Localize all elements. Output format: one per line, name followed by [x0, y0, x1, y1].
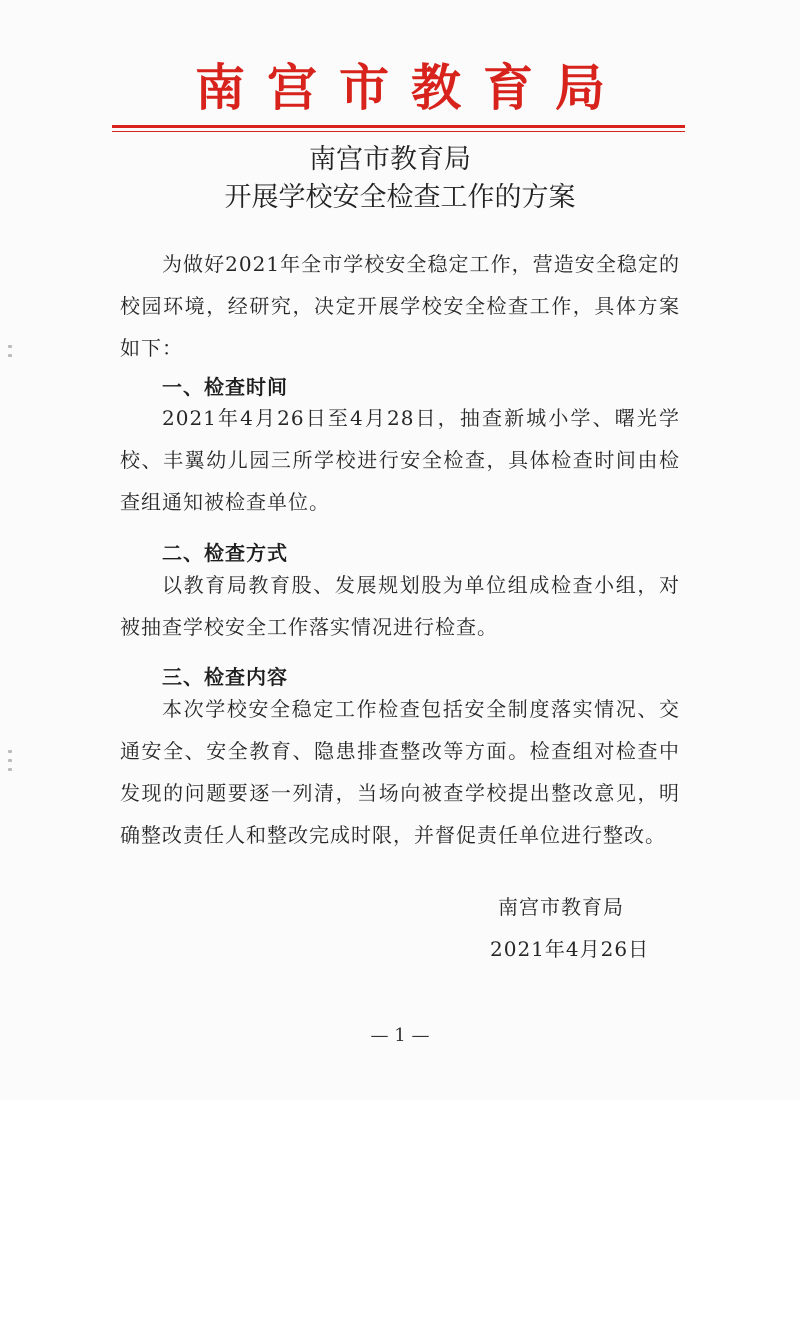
masthead-red-rule-thin	[112, 131, 685, 132]
signature-date: 2021年4月26日	[490, 937, 650, 961]
scan-binding-marks	[8, 345, 18, 363]
section-heading-content: 三、检查内容	[162, 665, 288, 689]
intro-paragraph: 为做好2021年全市学校安全稳定工作，营造安全稳定的校园环境，经研究，决定开展学校安全检查工作，具体方案如下：	[120, 252, 680, 360]
section-heading-method: 二、检查方式	[162, 541, 288, 565]
masthead-red-rule	[112, 125, 685, 128]
scan-binding-marks-lower	[8, 750, 18, 777]
page-number: — 1 —	[370, 1025, 430, 1046]
section-body-content: 本次学校安全稳定工作检查包括安全制度落实情况、交通安全、安全教育、隐患排查整改等方面。检查组对检查中发现的问题要逐一列清，当场向被查学校提出整改意见，明确整改责任人和整改完成时限，并督促责任单位进行整改。	[120, 697, 680, 847]
section-body-time: 2021年4月26日至4月28日，抽查新城小学、曙光学校、丰翼幼儿园三所学校进行安全检查，具体检查时间由检查组通知被检查单位。	[120, 406, 680, 514]
document-title-line1: 南宫市教育局	[309, 144, 471, 175]
document-title-line2: 开展学校安全检查工作的方案	[224, 182, 576, 213]
masthead-title: 南宫市教育局	[195, 58, 627, 117]
section-heading-time: 一、检查时间	[162, 375, 288, 399]
signature-org: 南宫市教育局	[498, 895, 624, 919]
section-body-method: 以教育局教育股、发展规划股为单位组成检查小组，对被抽查学校安全工作落实情况进行检查。	[120, 573, 680, 639]
